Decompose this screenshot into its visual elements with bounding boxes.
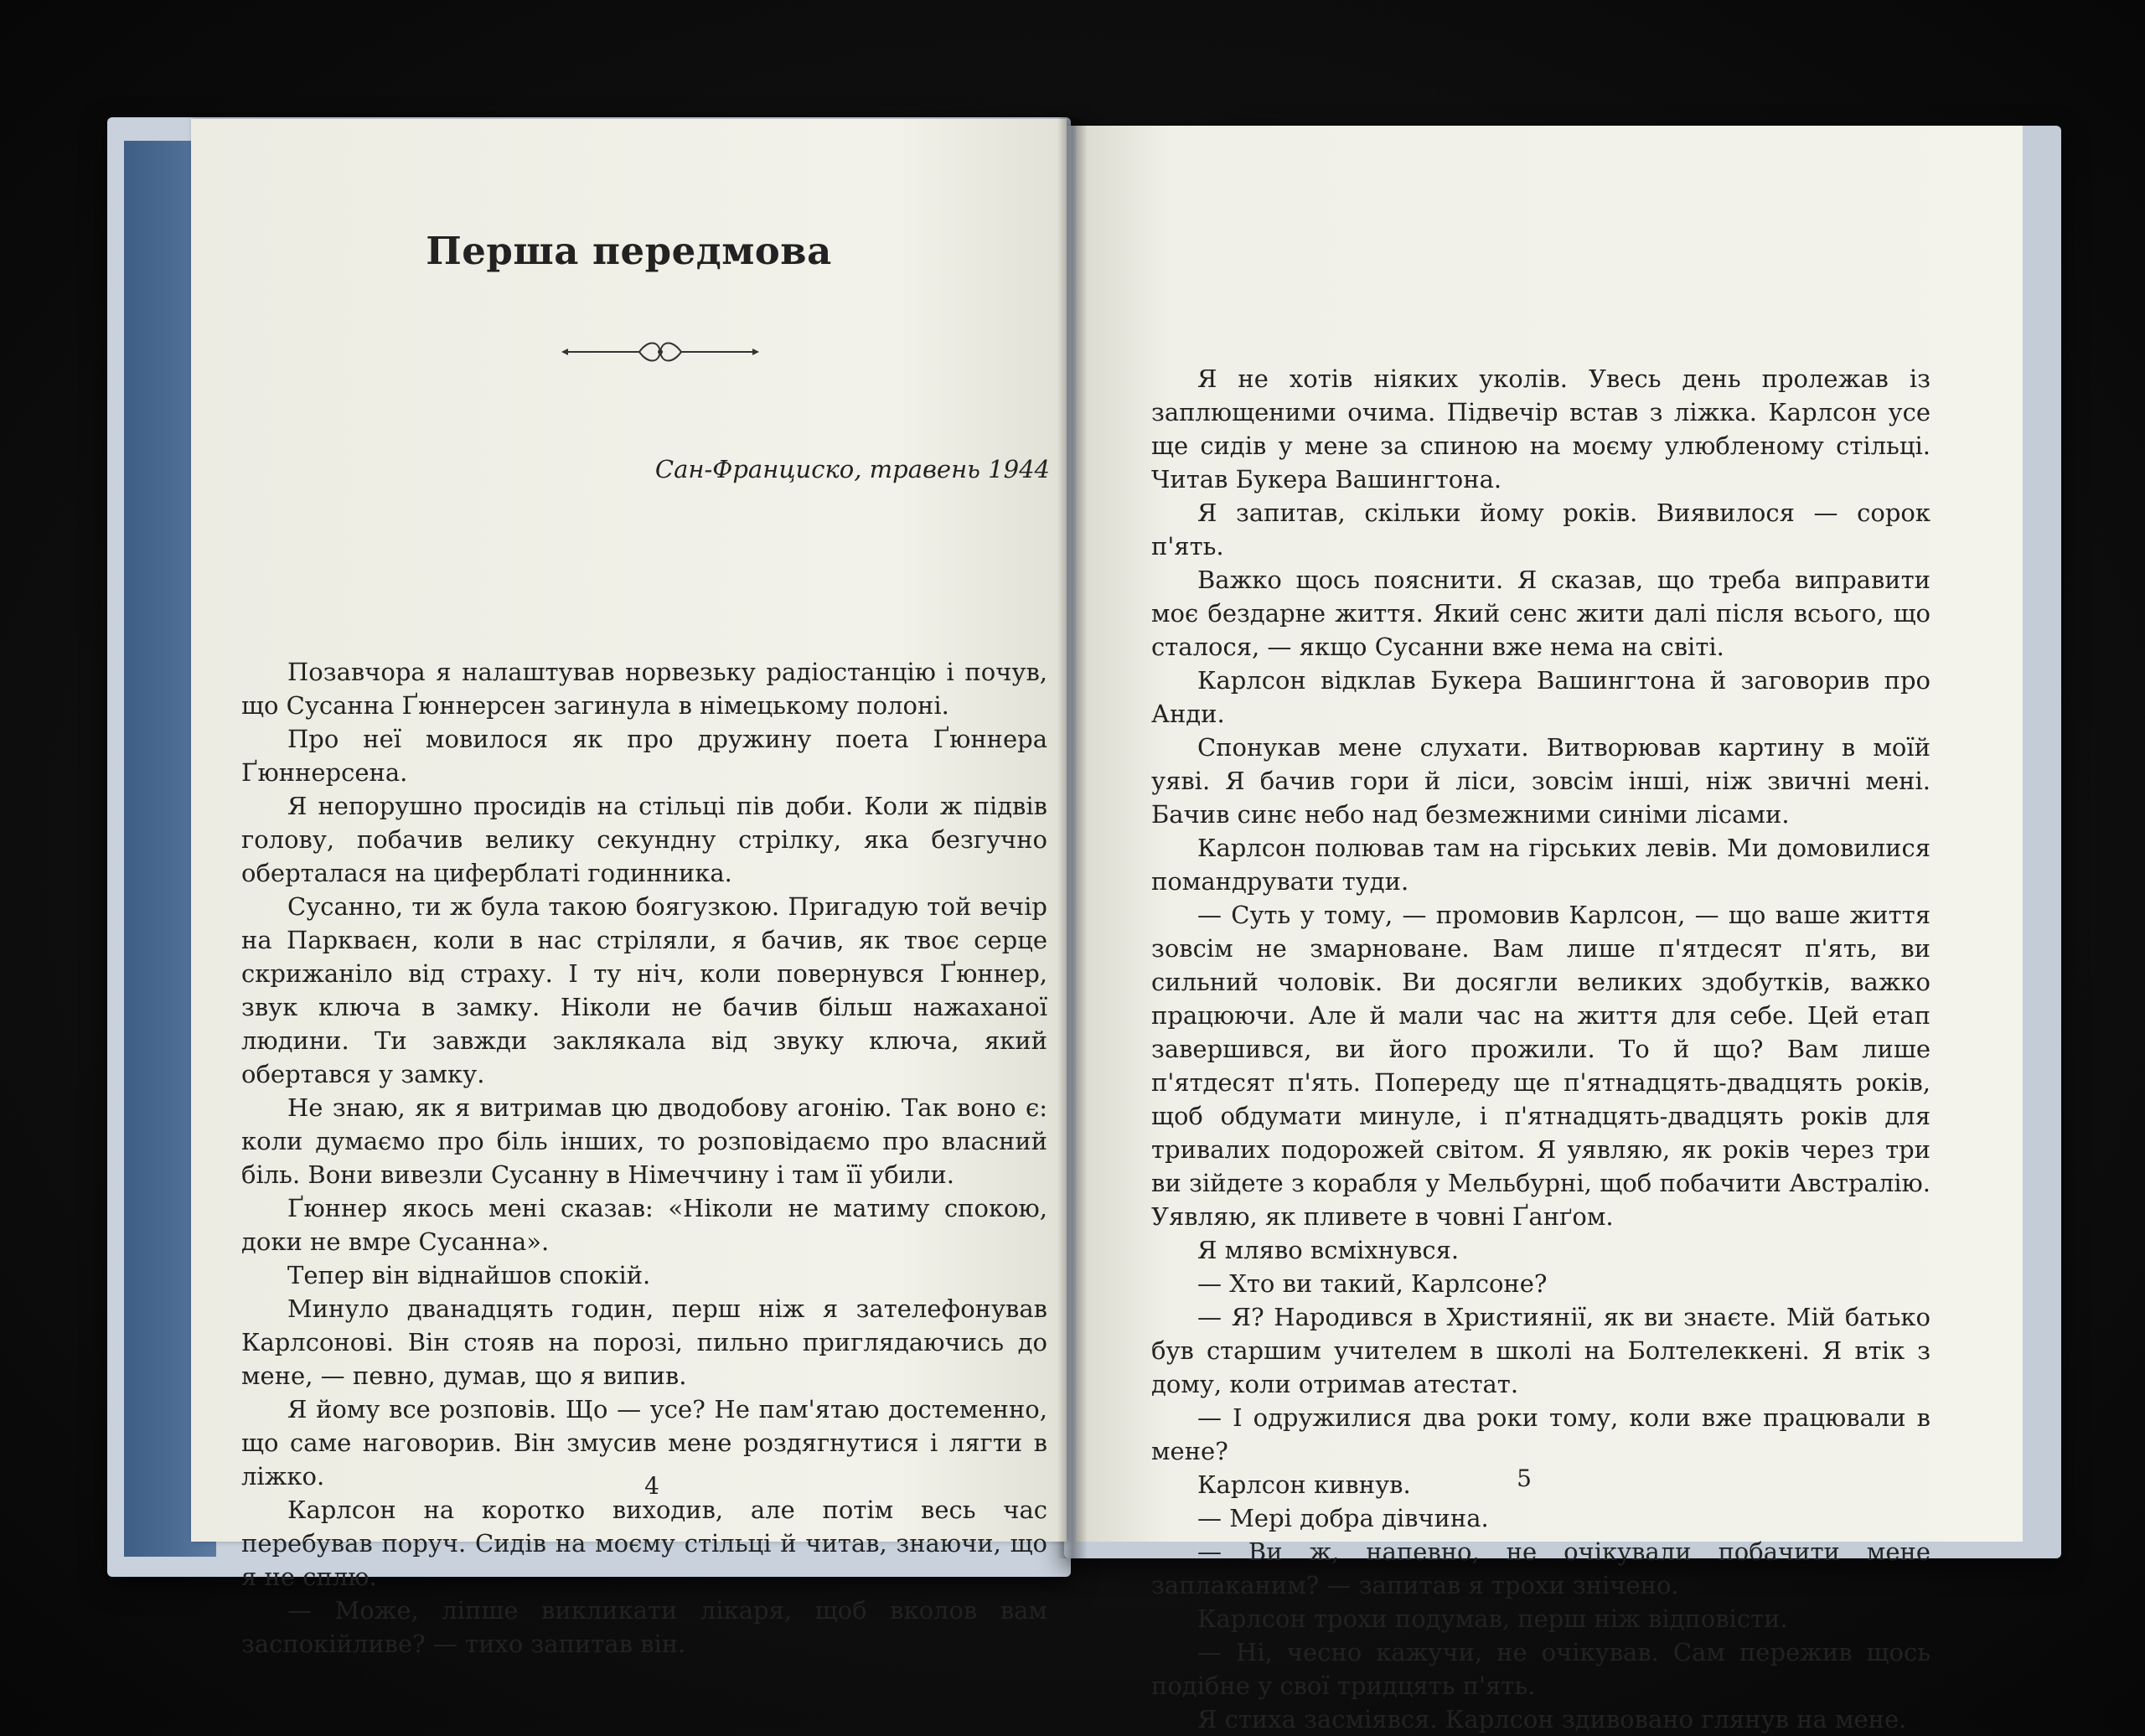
paragraph: Минуло дванадцять годин, перш ніж я зателефонував Карлсонові. Він стояв на порозі, пильно приглядаючись до мене, — певно, думав, що я випив. bbox=[241, 1294, 1047, 1390]
paragraph: Карлсон полював там на гірських левів. Ми домовилися помандрувати туди. bbox=[1151, 834, 1930, 896]
paragraph: Я непорушно просидів на стільці пів доби. Коли ж підвів голову, побачив велику секундну стрілку, яка безгучно оберталася на циферблаті годинника. bbox=[241, 792, 1047, 887]
paragraph: — Мері добра дівчина. bbox=[1197, 1504, 1489, 1532]
left-page-body bbox=[241, 655, 1047, 1661]
paragraph: — Ні, чесно кажучи, не очікував. Сам пережив щось подібне у свої тридцять п'ять. bbox=[1151, 1638, 1930, 1700]
paragraph: Я йому все розповів. Що — усе? Не пам'ятаю достеменно, що саме наговорив. Він змусив мене роздягнутися і лягти в ліжко. bbox=[241, 1395, 1047, 1491]
ornament-divider bbox=[560, 335, 761, 369]
paragraph: Спонукав мене слухати. Витворював картину в моїй уяві. Я бачив гори й ліси, зовсім інші, ніж звичні мені. Бачив синє небо над безмежними синіми лісами. bbox=[1151, 733, 1930, 829]
paragraph: Про неї мовилося як про дружину поета Ґюннера Ґюннерсена. bbox=[241, 725, 1047, 787]
paragraph: Ґюннер якось мені сказав: «Ніколи не матиму спокою, доки не вмре Сусанна». bbox=[241, 1194, 1047, 1256]
paragraph: Я не хотів ніяких уколів. Увесь день пролежав із заплющеними очима. Підвечір встав з ліжка. Карлсон усе ще сидів у мене за спиною на моєму улюбленому стільці. Читав Букера Вашингтона. bbox=[1151, 364, 1930, 493]
paragraph: Не знаю, як я витримав цю дводобову агонію. Так воно є: коли думаємо про біль інших, то розповідаємо про власний біль. Вони вивезли Сусанну в Німеччину і там її убили. bbox=[241, 1093, 1047, 1189]
paragraph: — Хто ви такий, Карлсоне? bbox=[1197, 1269, 1548, 1298]
page-number: 4 bbox=[644, 1472, 659, 1500]
paragraph: Я запитав, скільки йому років. Виявилося — сорок п'ять. bbox=[1151, 499, 1930, 561]
paragraph: Важко щось пояснити. Я сказав, що треба виправити моє бездарне життя. Який сенс жити далі після всього, що сталося, — якщо Сусанни вже нема на світі. bbox=[1151, 566, 1930, 661]
paragraph: Позавчора я налаштував норвезьку радіостанцію і почув, що Сусанна Ґюннерсен загинула в німецькому полоні. bbox=[241, 658, 1047, 720]
paragraph: — Може, ліпше викликати лікаря, щоб вколов вам заспокійливе? — тихо запитав він. bbox=[241, 1596, 1047, 1658]
left-page bbox=[191, 119, 1067, 1658]
paragraph: Я стиха засміявся. Карлсон здивовано глянув на мене. bbox=[1197, 1705, 1907, 1733]
paragraph: — Я? Народився в Християнії, як ви знаєте. Мій батько був старшим учителем в школі на Болтелеккені. Я втік з дому, коли отримав атестат. bbox=[1151, 1303, 1930, 1398]
paragraph: — І одружилися два роки тому, коли вже працювали в мене? bbox=[1151, 1403, 1930, 1465]
paragraph: — Ви ж, напевно, не очікували побачити мене заплаканим? — запитав я трохи знічено. bbox=[1151, 1537, 1930, 1599]
paragraph: Карлсон відклав Букера Вашингтона й заговорив про Анди. bbox=[1151, 666, 1930, 728]
paragraph: Карлсон кивнув. bbox=[1197, 1470, 1411, 1499]
page-number: 5 bbox=[1517, 1465, 1532, 1492]
paragraph: Карлсон на коротко виходив, але потім весь час перебував поруч. Сидів на моєму стільці й читав, знаючи, що я не сплю. bbox=[241, 1496, 1047, 1591]
paragraph: Сусанно, ти ж була такою боягузкою. Пригадую той вечір на Паркваєн, коли в нас стріляли, я бачив, як твоє серце скрижаніло від страху. І ту ніч, коли повернувся Ґюннер, звук ключа в замку. Ніколи не бачив більш нажаханої людини. Ти завжди заклякала від звуку ключа, який обертався у замку. bbox=[241, 892, 1047, 1088]
paragraph: Тепер він віднайшов спокій. bbox=[287, 1261, 651, 1289]
paragraph: Карлсон трохи подумав, перш ніж відповісти. bbox=[1197, 1604, 1788, 1633]
dateline: Сан-Франциско, травень 1944 bbox=[654, 455, 1050, 483]
paragraph: — Суть у тому, — промовив Карлсон, — що ваше життя зовсім не змарноване. Вам лише п'ятдесят п'ять, ви сильний чоловік. Ви досягли великих здобутків, важко працюючи. Але й мали час на життя для себе. Цей етап завершився, ви його прожили. То й що? Вам лише п'ятдесят п'ять. Попереду ще п'ятнадцять-двадцять років, щоб обдумати минуле, і п'ятнадцять-двадцять років для тривалих подорожей світом. Я уявляю, як років через три ви зійдете з корабля у Мельбурні, щоб побачити Австралію. Уявляю, як пливете в човні Ґанґом. bbox=[1151, 901, 1930, 1231]
right-page bbox=[1076, 126, 2023, 1733]
paragraph: Я мляво всміхнувся. bbox=[1197, 1236, 1460, 1264]
chapter-title: Перша передмова bbox=[426, 229, 832, 273]
right-page-body bbox=[1151, 362, 1930, 1736]
book-gutter-shadow bbox=[1057, 117, 1088, 1558]
